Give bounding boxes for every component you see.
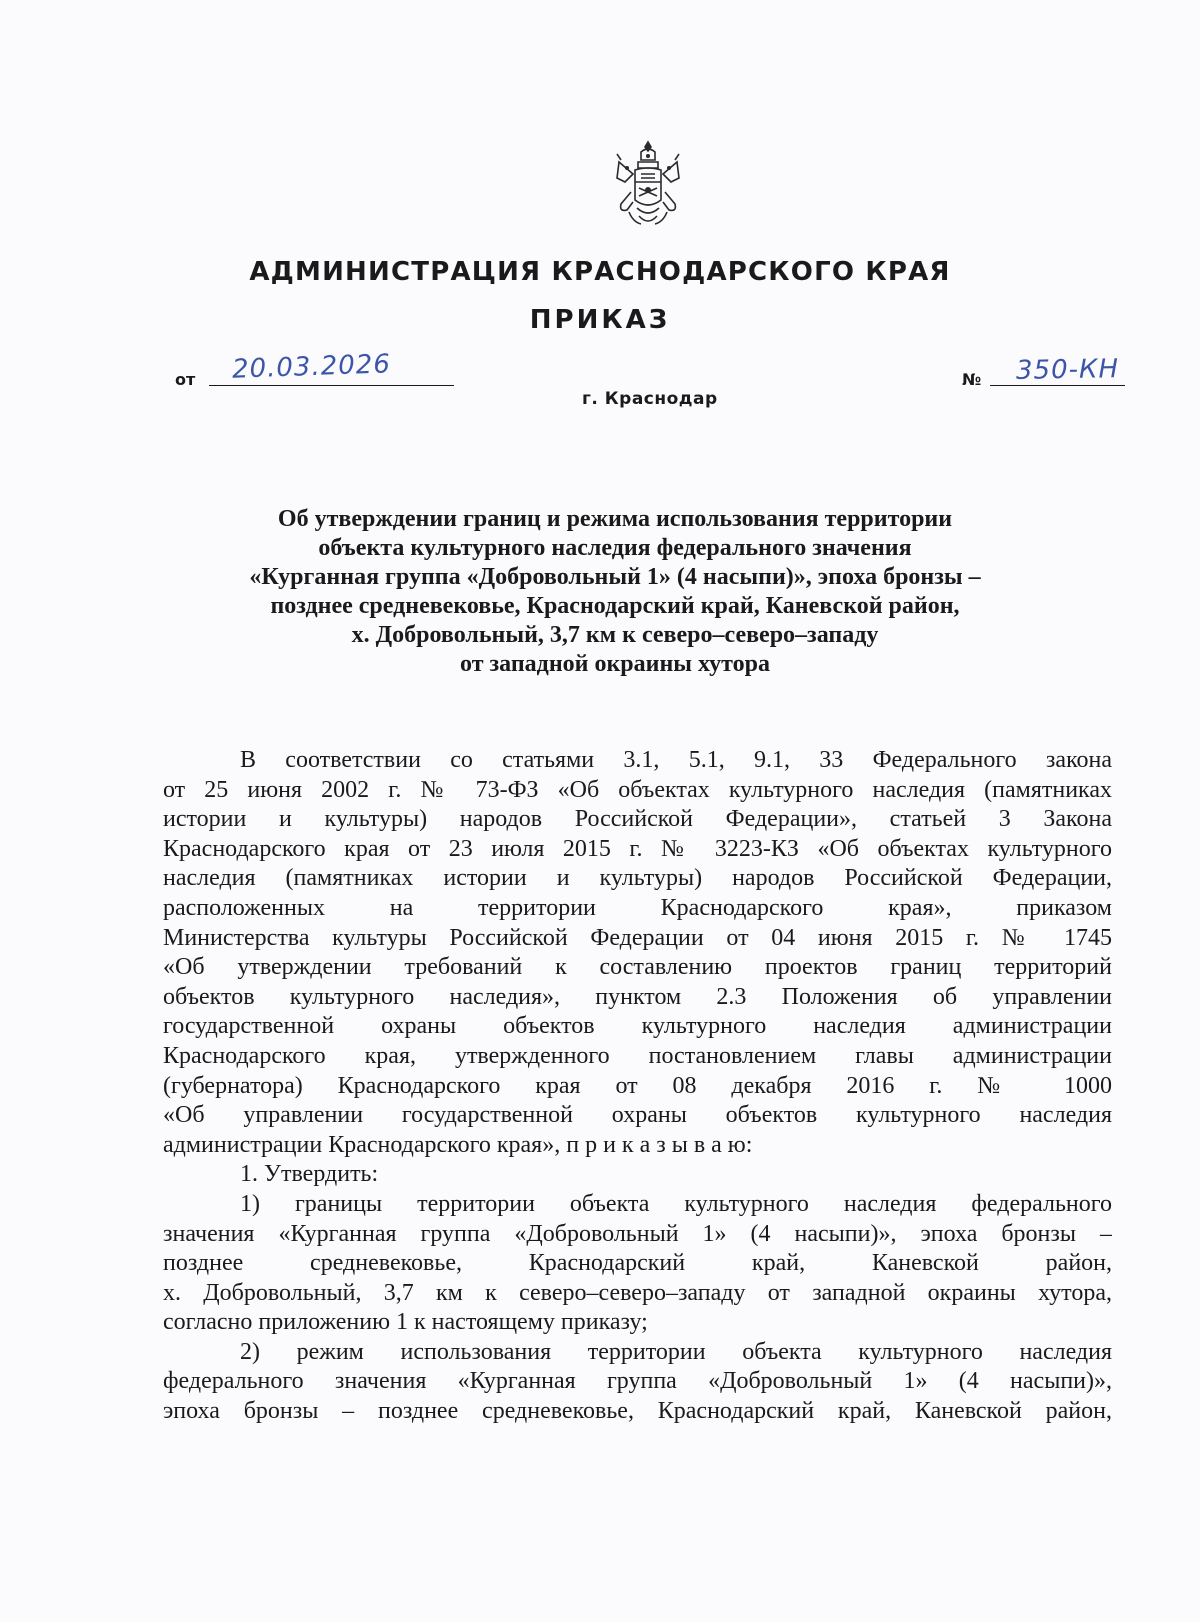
body-line: «Об управлении государственной охраны объектов культурного наследия <box>163 1102 1112 1129</box>
body-line: от 25 июня 2002 г. № 73-ФЗ «Об объектах культурного наследия (памятниках <box>163 776 1112 803</box>
document-type: ПРИКАЗ <box>529 305 671 335</box>
document-title <box>170 505 1060 679</box>
body-line: расположенных на территории Краснодарского края», приказом <box>163 894 1112 921</box>
title-line: объекта культурного наследия федерального значения <box>318 535 912 561</box>
body-line: 2) режим использования территории объекта культурного наследия <box>240 1338 1112 1365</box>
date-underline <box>209 385 454 386</box>
date-handwritten: 20.03.2026 <box>231 349 392 385</box>
title-line: позднее средневековье, Краснодарский край, Каневской район, <box>270 593 960 619</box>
coat-of-arms-emblem <box>611 138 685 230</box>
city-name: г. Краснодар <box>582 389 718 409</box>
body-line: согласно приложению 1 к настоящему приказу; <box>163 1309 648 1336</box>
body-line: позднее средневековье, Краснодарский край, Каневской район, <box>163 1250 1112 1277</box>
body-line: наследия (памятниках истории и культуры) народов Российской Федерации, <box>163 865 1112 892</box>
body-line: В соответствии со статьями 3.1, 5.1, 9.1, 33 Федерального закона <box>240 747 1112 773</box>
body-line: 1) границы территории объекта культурного наследия федерального <box>240 1190 1112 1217</box>
document-body <box>163 746 1112 1427</box>
body-line: эпоха бронзы – позднее средневековье, Краснодарский край, Каневской район, <box>163 1398 1112 1425</box>
title-line: Об утверждении границ и режима использования территории <box>277 506 953 532</box>
body-line: 1. Утвердить: <box>240 1161 379 1188</box>
body-line: Министерства культуры Российской Федерации от 04 июня 2015 г. № 1745 <box>163 924 1112 951</box>
body-line: объектов культурного наследия», пунктом 2.3 Положения об управлении <box>163 983 1112 1010</box>
title-line: от западной окраины хутора <box>460 651 770 677</box>
body-line: федерального значения «Курганная группа «Добровольный 1» (4 насыпи)», <box>163 1368 1112 1395</box>
body-line: х. Добровольный, 3,7 км к северо–северо–западу от западной окраины хутора, <box>163 1279 1112 1306</box>
body-line: (губернатора) Краснодарского края от 08 декабря 2016 г. № 1000 <box>163 1072 1112 1099</box>
body-line: государственной охраны объектов культурного наследия администрации <box>163 1013 1112 1040</box>
title-line: х. Добровольный, 3,7 км к северо–северо–западу <box>351 622 879 648</box>
body-line: администрации Краснодарского края», п р и к а з ы в а ю: <box>163 1131 753 1158</box>
body-line: Краснодарского края от 23 июля 2015 г. № 3223-КЗ «Об объектах культурного <box>163 835 1112 862</box>
organization-name: АДМИНИСТРАЦИЯ КРАСНОДАРСКОГО КРАЯ <box>249 257 951 287</box>
body-line: «Об утверждении требований к составлению проектов границ территорий <box>163 954 1112 981</box>
number-handwritten: 350-КН <box>1015 354 1120 386</box>
body-line: истории и культуры) народов Российской Федерации», статьей 3 Закона <box>163 806 1112 833</box>
body-line: Краснодарского края, утвержденного постановлением главы администрации <box>163 1042 1112 1069</box>
date-label: от <box>175 370 196 389</box>
number-label: № <box>962 370 982 389</box>
title-line: «Курганная группа «Добровольный 1» (4 насыпи)», эпоха бронзы – <box>249 564 981 590</box>
body-line: значения «Курганная группа «Добровольный 1» (4 насыпи)», эпоха бронзы – <box>163 1220 1112 1247</box>
